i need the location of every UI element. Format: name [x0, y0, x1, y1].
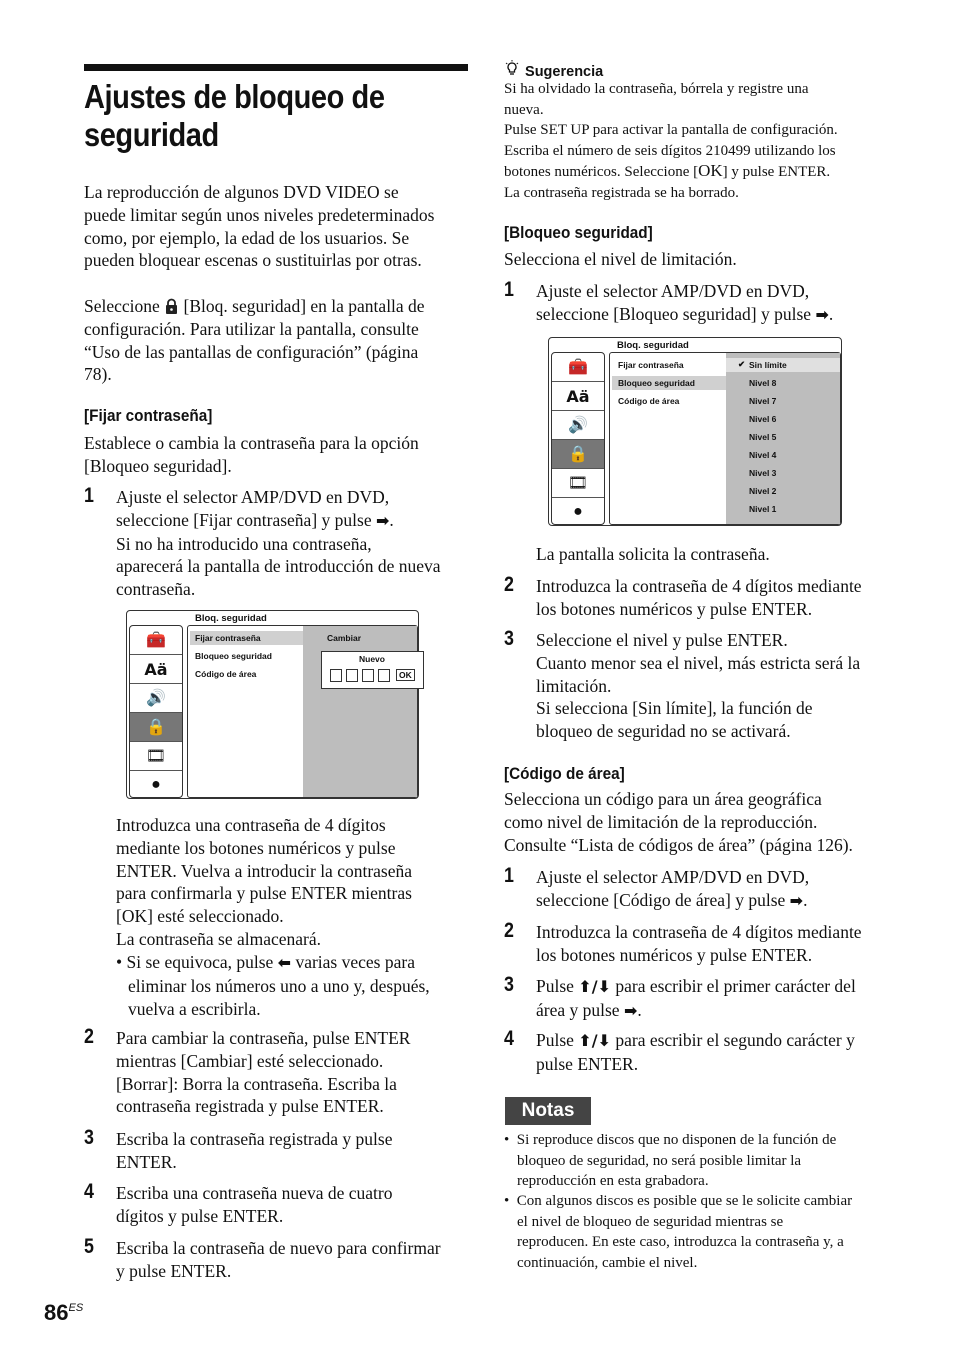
toolbox-icon: 🧰 — [552, 353, 604, 382]
bloqueo-after-screen: La pantalla solicita la contraseña. — [536, 544, 770, 564]
right-arrow-icon: ➡ — [789, 890, 804, 910]
osd-menu-area — [609, 352, 841, 525]
osd-screen-levels — [548, 337, 842, 526]
digit-box — [378, 669, 390, 682]
lock-icon: 🔒 — [130, 713, 182, 742]
speaker-icon: 🔊 — [130, 684, 182, 713]
level-option: Sin límite — [749, 360, 787, 370]
nota-item: • Con algunos discos es posible que se le solicite cambiar el nivel de bloqueo de seguridad mientras se reproducen. En este caso, introduzca la contraseña y, a continuación, cambie el nivel. — [504, 1193, 853, 1271]
step-number: 2 — [84, 1025, 94, 1048]
lock-icon — [164, 298, 179, 315]
bloqueo-step-3: Seleccione el nivel y pulse ENTER. Cuanto menor sea el nivel, más estricta será la limitación. Si selecciona [Sin límite], la función de bloqueo de seguridad no se activará. — [536, 630, 861, 742]
bullet-item: • Si se equivoca, pulse ⬅ varias veces para eliminar los números uno a uno y, después, vuelva a escribirla. — [116, 952, 430, 1019]
nota-item: • Si reproduce discos que no disponen de la función de bloqueo de seguridad, no será posible limitar la reproducción en esta grabadora. — [504, 1132, 837, 1189]
digit-box — [346, 669, 358, 682]
disc-icon: ● — [573, 503, 583, 520]
fijar-step-5: Escriba la contraseña de nuevo para confirmar y pulse ENTER. — [116, 1238, 441, 1281]
digit-box — [362, 669, 374, 682]
osd-screen-password — [126, 610, 419, 799]
menu-item: Código de área — [195, 669, 257, 679]
step-number: 5 — [84, 1235, 94, 1258]
level-option: Nivel 7 — [749, 396, 777, 406]
codigo-step-1: Ajuste el selector AMP/DVD en DVD, seleccione [Código de área] y pulse ➡. — [536, 866, 906, 913]
step-number: 2 — [504, 573, 514, 596]
level-option: Nivel 1 — [749, 504, 777, 514]
step-number: 2 — [504, 919, 514, 942]
fijar-after-screen: Introduzca una contraseña de 4 dígitos mediante los botones numéricos y pulse ENTER. Vuelva a introducir la contraseña para confirmarla y pulse ENTER mientras [OK] esté seleccionado. La contraseña se almacenará. — [116, 815, 413, 949]
step-number: 3 — [84, 1126, 94, 1149]
fijar-step-4: Escriba una contraseña nueva de cuatro dígitos y pulse ENTER. — [116, 1183, 393, 1226]
select-paragraph: Seleccione [Bloq. seguridad] en la pantalla de configuración. Para utilizar la pantalla, consulte “Uso de las pantallas de configuración” (página 78). — [84, 296, 425, 385]
level-option: Nivel 3 — [749, 468, 777, 478]
level-option: Nivel 6 — [749, 414, 777, 424]
intro-paragraph: La reproducción de algunos DVD VIDEO se puede limitar según unos niveles predeterminados como, por ejemplo, la edad de los usuarios. Se pueden bloquear escenas o sustituirlas por otras. — [84, 182, 435, 271]
speaker-icon: 🔊 — [552, 411, 604, 440]
left-arrow-icon: ⬅ — [277, 953, 292, 972]
section-heading-codigo: [Código de área] — [504, 764, 625, 783]
section-heading-fijar: [Fijar contraseña] — [84, 406, 213, 425]
fijar-step-2: Para cambiar la contraseña, pulse ENTER mientras [Cambiar] esté seleccionado. [Borrar]: Borra la contraseña. Escriba la contraseña registrada y pulse ENTER. — [116, 1028, 411, 1117]
step-number: 1 — [504, 278, 514, 301]
codigo-description: Selecciona un código para un área geográfica como nivel de limitación de la reproducción. Consulte “Lista de códigos de área” (página 126). — [504, 789, 853, 855]
digit-box — [330, 669, 342, 682]
section-heading-bloqueo: [Bloqueo seguridad] — [504, 223, 653, 242]
film-icon: 🎞 — [130, 742, 182, 771]
password-dialog — [321, 651, 424, 689]
menu-item: Bloqueo seguridad — [195, 651, 272, 661]
film-icon: 🎞 — [552, 469, 604, 498]
codigo-step-2: Introduzca la contraseña de 4 dígitos mediante los botones numéricos y pulse ENTER. — [536, 922, 862, 965]
step-number: 4 — [84, 1180, 94, 1203]
lock-icon: 🔒 — [552, 440, 604, 469]
sugerencia-heading: Sugerencia — [505, 60, 603, 80]
step-number: 1 — [504, 864, 514, 887]
up-down-arrow-icon: ⬆/⬇ — [578, 977, 611, 996]
menu-item: Bloqueo seguridad — [618, 378, 695, 388]
step-number: 4 — [504, 1027, 514, 1050]
language-icon: Aä — [130, 655, 182, 684]
notas-heading: Notas — [505, 1097, 591, 1125]
fijar-step-3: Escriba la contraseña registrada y pulse ENTER. — [116, 1129, 393, 1172]
bloqueo-step-2: Introduzca la contraseña de 4 dígitos mediante los botones numéricos y pulse ENTER. — [536, 576, 862, 619]
page-title: Ajustes de bloqueo de seguridad — [84, 78, 385, 153]
ok-button: OK — [396, 669, 415, 681]
step-number: 1 — [84, 484, 94, 507]
osd-icon-column — [551, 352, 605, 525]
level-option: Nivel 4 — [749, 450, 777, 460]
up-down-arrow-icon: ⬆/⬇ — [578, 1031, 611, 1050]
title-rule — [84, 64, 468, 71]
toolbox-icon: 🧰 — [130, 626, 182, 655]
level-option: Nivel 2 — [749, 486, 777, 496]
codigo-step-4: Pulse ⬆/⬇ para escribir el segundo carácter y pulse ENTER. — [536, 1030, 855, 1074]
lightbulb-icon — [505, 60, 521, 80]
menu-item: Fijar contraseña — [195, 633, 261, 643]
menu-item: Código de área — [618, 396, 680, 406]
page-number: $86^{ES}$ — [44, 1300, 84, 1325]
right-arrow-icon: ➡ — [623, 1000, 638, 1020]
osd-title: Bloq. seguridad — [617, 340, 689, 351]
language-icon: Aä — [552, 382, 604, 411]
osd-right-panel — [726, 353, 840, 524]
fijar-step-1: Ajuste el selector AMP/DVD en DVD, seleccione [Fijar contraseña] y pulse ➡. Si no ha introducido una contraseña, aparecerá la pantalla de introducción de nueva contraseña. — [116, 487, 441, 600]
disc-icon: ● — [151, 776, 161, 793]
check-icon: ✔ — [738, 359, 746, 369]
menu-item: Fijar contraseña — [618, 360, 684, 370]
codigo-step-3: Pulse ⬆/⬇ para escribir el primer carácter del área y pulse ➡. — [536, 975, 906, 1023]
cambiar-option: Cambiar — [327, 633, 362, 643]
osd-title: Bloq. seguridad — [195, 613, 267, 624]
nuevo-label: Nuevo — [359, 654, 385, 664]
bloqueo-step-1: Ajuste el selector AMP/DVD en DVD, seleccione [Bloqueo seguridad] y pulse ➡. — [536, 280, 906, 327]
bloqueo-description: Selecciona el nivel de limitación. — [504, 249, 737, 269]
osd-menu-area — [187, 625, 418, 798]
step-number: 3 — [504, 973, 514, 996]
level-option: Nivel 8 — [749, 378, 777, 388]
step-number: 3 — [504, 627, 514, 650]
level-option: Nivel 5 — [749, 432, 777, 442]
sugerencia-text: Si ha olvidado la contraseña, bórrela y registre una nueva. Pulse SET UP para activar la pantalla de configuración. Escriba el número de seis dígitos 210499 utilizando los botones numéricos. Seleccione [OK] y pulse ENTER. La contraseña registrada se ha borrado. — [504, 81, 838, 201]
right-arrow-icon: ➡ — [375, 510, 390, 530]
fijar-description: Establece o cambia la contraseña para la opción [Bloqueo seguridad]. — [84, 433, 419, 476]
osd-icon-column — [129, 625, 183, 798]
right-arrow-icon: ➡ — [815, 304, 829, 324]
